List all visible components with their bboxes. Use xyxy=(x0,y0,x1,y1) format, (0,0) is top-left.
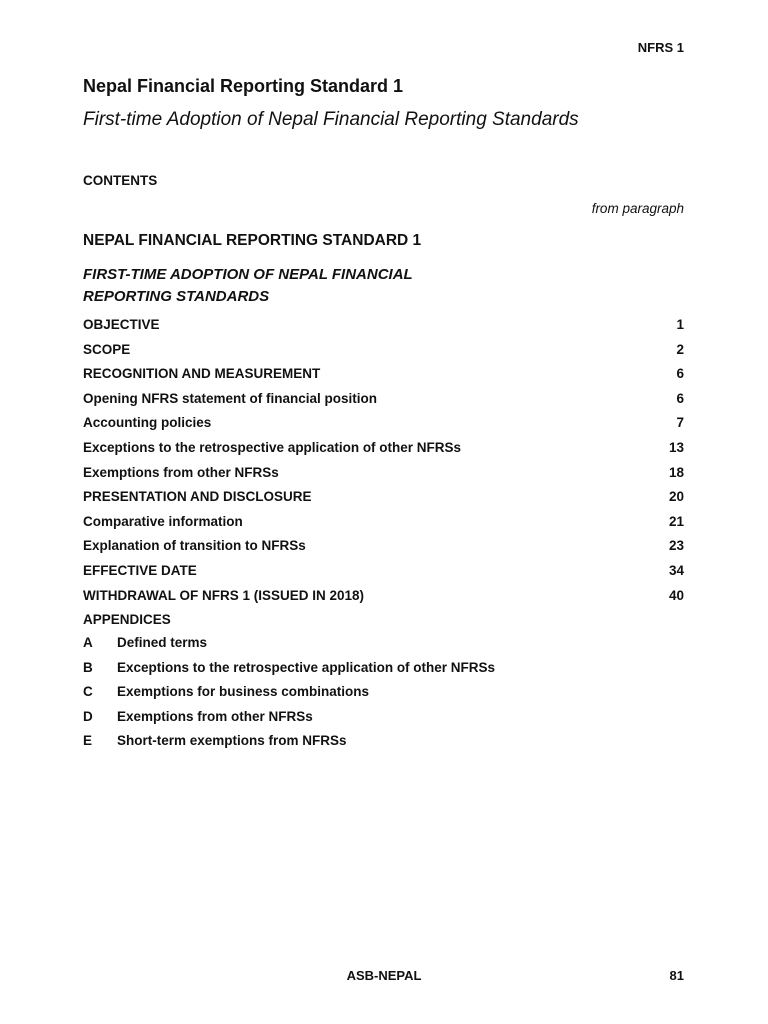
appendix-letter: E xyxy=(83,733,93,749)
appendix-entry[interactable] xyxy=(83,632,684,657)
toc-entry-label: Accounting policies xyxy=(83,415,212,431)
toc-entry-paragraph: 34 xyxy=(668,562,684,578)
toc-entry[interactable] xyxy=(83,560,684,585)
appendix-letter: D xyxy=(83,708,93,724)
toc-entry-label: APPENDICES xyxy=(83,612,171,628)
toc-entry-paragraph: 18 xyxy=(668,464,684,480)
toc-entry-label: Comparative information xyxy=(83,513,243,529)
appendix-letter: B xyxy=(83,659,93,675)
toc-entry[interactable] xyxy=(83,314,684,339)
appendix-title: Short-term exemptions from NFRSs xyxy=(117,733,347,749)
toc-entry-label: PRESENTATION AND DISCLOSURE xyxy=(83,489,312,505)
toc-entry[interactable] xyxy=(83,437,684,462)
appendix-list xyxy=(83,632,684,755)
contents-heading: CONTENTS xyxy=(83,173,158,188)
toc-subheading-line: FIRST-TIME ADOPTION OF NEPAL FINANCIAL xyxy=(83,266,413,283)
footer-publisher: ASB-NEPAL xyxy=(346,968,422,983)
appendix-letter: C xyxy=(83,684,93,700)
toc-entry[interactable] xyxy=(83,585,684,610)
toc-entry-label: SCOPE xyxy=(83,341,131,357)
toc-standard-subheading xyxy=(83,264,503,308)
toc-entry-label: EFFECTIVE DATE xyxy=(83,562,197,578)
toc-entry[interactable] xyxy=(83,535,684,560)
toc-entry[interactable] xyxy=(83,388,684,413)
toc-entry-paragraph: 40 xyxy=(668,587,684,603)
appendix-title: Exemptions from other NFRSs xyxy=(117,708,313,724)
footer-page-number: 81 xyxy=(669,968,684,983)
toc-entry[interactable] xyxy=(83,609,684,634)
toc-entry-paragraph: 21 xyxy=(668,513,684,529)
toc-entry-label: Exemptions from other NFRSs xyxy=(83,464,279,480)
toc-entry[interactable] xyxy=(83,363,684,388)
appendix-letter: A xyxy=(83,635,93,650)
appendix-title: Exceptions to the retrospective application of other NFRSs xyxy=(117,659,496,675)
appendix-entry[interactable] xyxy=(83,681,684,706)
toc-entry-paragraph: 7 xyxy=(676,415,684,431)
toc-entry-paragraph: 23 xyxy=(668,538,684,554)
toc-entry-paragraph: 20 xyxy=(668,489,684,505)
appendix-title: Exemptions for business combinations xyxy=(117,684,370,700)
toc-entry-paragraph: 13 xyxy=(668,439,684,455)
toc-entry-label: Opening NFRS statement of financial position xyxy=(83,390,378,406)
toc-entry[interactable] xyxy=(83,511,684,536)
running-header: NFRS 1 xyxy=(637,40,684,55)
toc-entry[interactable] xyxy=(83,412,684,437)
toc-entry-paragraph: 6 xyxy=(676,390,684,406)
toc-entry-label: WITHDRAWAL OF NFRS 1 (ISSUED IN 2018) xyxy=(83,587,365,603)
toc-standard-heading: NEPAL FINANCIAL REPORTING STANDARD 1 xyxy=(83,232,422,249)
appendix-entry[interactable] xyxy=(83,730,684,755)
toc-entry-label: Explanation of transition to NFRSs xyxy=(83,538,306,554)
document-subtitle: First-time Adoption of Nepal Financial Reporting Standards xyxy=(83,109,579,130)
toc-entry-paragraph: 1 xyxy=(676,317,684,332)
toc-entry[interactable] xyxy=(83,486,684,511)
toc-entry[interactable] xyxy=(83,339,684,364)
from-paragraph-label: from paragraph xyxy=(591,201,684,216)
toc-entry-label: OBJECTIVE xyxy=(83,317,160,332)
toc-entry-label: Exceptions to the retrospective application of other NFRSs xyxy=(83,439,462,455)
appendix-title: Defined terms xyxy=(117,635,208,650)
toc-entry-label: RECOGNITION AND MEASUREMENT xyxy=(83,366,321,382)
toc-list xyxy=(83,314,684,634)
appendix-entry[interactable] xyxy=(83,706,684,731)
toc-subheading-line: REPORTING STANDARDS xyxy=(83,288,270,305)
document-title: Nepal Financial Reporting Standard 1 xyxy=(83,76,404,96)
toc-entry-paragraph: 6 xyxy=(676,366,684,382)
toc-entry[interactable] xyxy=(83,462,684,487)
appendix-entry[interactable] xyxy=(83,657,684,682)
toc-entry-paragraph: 2 xyxy=(676,341,684,357)
